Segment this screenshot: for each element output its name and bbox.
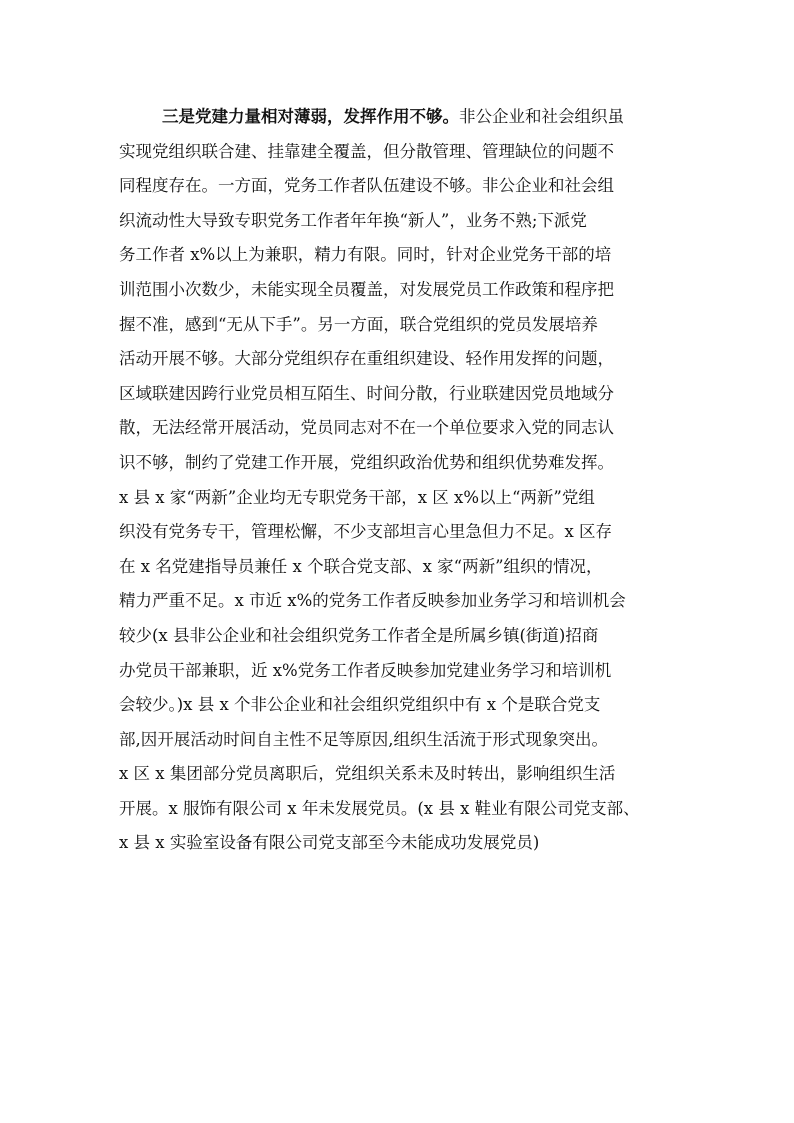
text-line: 部,因开展活动时间自主性不足等原因,组织生活流于形式现象突出。 — [119, 729, 608, 749]
text-line: 精力严重不足。x 市近 x%的党务工作者反映参加业务学习和培训机会 — [119, 591, 626, 611]
text-line: 织流动性大导致专职党务工作者年年换“新人”，业务不熟;下派党 — [119, 210, 587, 230]
text-line: x 区 x 集团部分党员离职后，党组织关系未及时转出，影响组织生活 — [119, 764, 616, 784]
lead-heading: 三是党建力量相对薄弱，发挥作用不够。 — [162, 107, 459, 126]
body-paragraph — [119, 100, 677, 861]
text-line: 训范围小次数少，未能实现全员覆盖，对发展党员工作政策和程序把 — [119, 279, 614, 299]
text-line: 识不够，制约了党建工作开展，党组织政治优势和组织优势难发挥。 — [119, 452, 614, 472]
text-line: 握不准，感到“无从下手”。另一方面，联合党组织的党员发展培养 — [119, 314, 598, 334]
text-line: 办党员干部兼职，近 x%党务工作者反映参加党建业务学习和培训机 — [119, 660, 612, 680]
text-line: 务工作者 x%以上为兼职，精力有限。同时，针对企业党务干部的培 — [119, 245, 612, 265]
text-line-content: 非公企业和社会组织虽 — [459, 107, 624, 126]
text-line: 实现党组织联合建、挂靠建全覆盖，但分散管理、管理缺位的问题不 — [119, 141, 614, 161]
text-line: x 县 x 家“两新”企业均无专职党务干部，x 区 x%以上“两新”党组 — [119, 487, 595, 507]
text-line: 较少(x 县非公企业和社会组织党务工作者全是所属乡镇(街道)招商 — [119, 625, 599, 645]
text-line: 活动开展不够。大部分党组织存在重组织建设、轻作用发挥的问题， — [119, 349, 614, 369]
text-line: 区域联建因跨行业党员相互陌生、时间分散，行业联建因党员地域分 — [119, 383, 614, 403]
text-line: 在 x 名党建指导员兼任 x 个联合党支部、x 家“两新”组织的情况， — [119, 556, 603, 576]
text-line: x 县 x 实验室设备有限公司党支部至今未能成功发展党员) — [119, 833, 540, 853]
text-line: 织没有党务专干，管理松懈，不少支部坦言心里急但力不足。x 区存 — [119, 522, 613, 542]
text-line: 会较少。)x 县 x 个非公企业和社会组织党组织中有 x 个是联合党支 — [119, 695, 601, 715]
text-line: 同程度存在。一方面，党务工作者队伍建设不够。非公企业和社会组 — [119, 176, 614, 196]
text-line: 开展。x 服饰有限公司 x 年未发展党员。(x 县 x 鞋业有限公司党支部、 — [119, 798, 640, 818]
text-line: 散，无法经常开展活动，党员同志对不在一个单位要求入党的同志认 — [119, 418, 614, 438]
text-line — [119, 100, 677, 135]
